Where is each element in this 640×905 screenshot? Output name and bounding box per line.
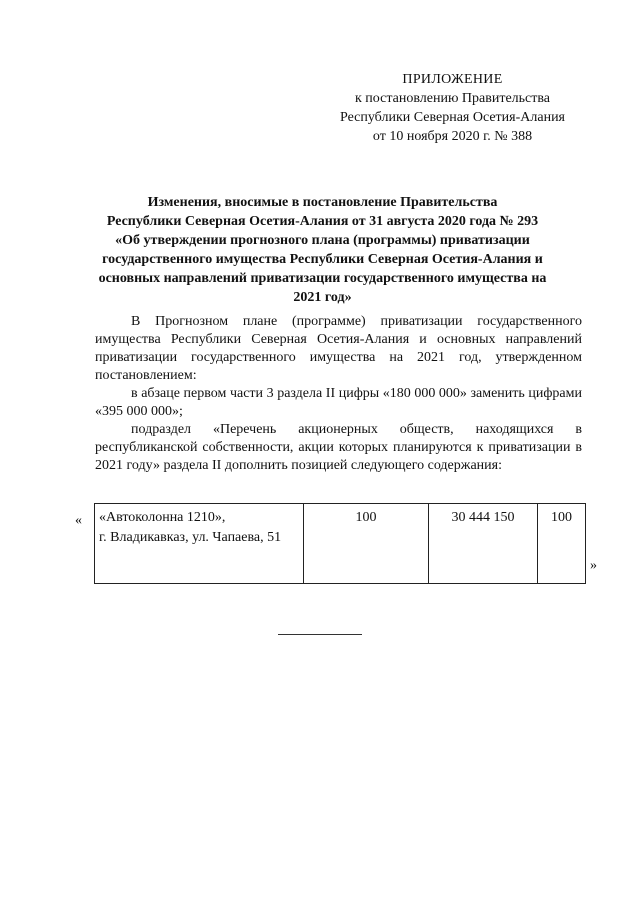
appendix-line-1: к постановлению Правительства [354, 91, 551, 106]
opening-quote-mark: « [75, 513, 82, 528]
heading-line-3: «Об утверждении прогнозного плана (программы) приватизации [115, 233, 530, 248]
closing-quote-mark: » [590, 558, 597, 573]
table-cell-name [95, 504, 304, 584]
appendix-title: ПРИЛОЖЕНИЕ [402, 72, 503, 87]
table-cell-value-1: 100 [304, 504, 429, 584]
appendix-line-2: Республики Северная Осетия-Алания [340, 110, 565, 125]
table-cell-value-3: 100 [538, 504, 586, 584]
paragraph-2: в абзаце первом части 3 раздела II цифры «180 000 000» заменить цифрами «395 000 000»; [95, 386, 582, 419]
paragraph-1: В Прогнозном плане (программе) приватизации государственного имущества Республики Северная Осетия-Алания и основных направлений приватизации государственного имущества на 2021 год, утвержденном постановлением: [95, 314, 582, 383]
table-cell-value-2: 30 444 150 [429, 504, 538, 584]
company-address: г. Владикавказ, ул. Чапаева, 51 [99, 530, 282, 545]
company-name: «Автоколонна 1210», [99, 510, 226, 525]
document-heading [80, 193, 565, 307]
appendix-line-3: от 10 ноября 2020 г. № 388 [372, 129, 533, 144]
heading-line-4: государственного имущества Республики Северная Осетия-Алания и [102, 252, 543, 267]
table-row [95, 504, 586, 584]
heading-line-2: Республики Северная Осетия-Алания от 31 августа 2020 года № 293 [106, 214, 539, 229]
heading-line-6: 2021 год» [293, 290, 352, 305]
appendix-block [300, 70, 605, 146]
heading-line-1: Изменения, вносимые в постановление Правительства [147, 195, 498, 210]
heading-line-5: основных направлений приватизации государственного имущества на [98, 271, 547, 286]
position-table [94, 503, 586, 584]
paragraph-3: подраздел «Перечень акционерных обществ, находящихся в республиканской собственности, акции которых планируются к приватизации в 2021 году» раздела II дополнить позицией следующего содержания: [95, 422, 582, 473]
end-divider-line [278, 634, 362, 635]
